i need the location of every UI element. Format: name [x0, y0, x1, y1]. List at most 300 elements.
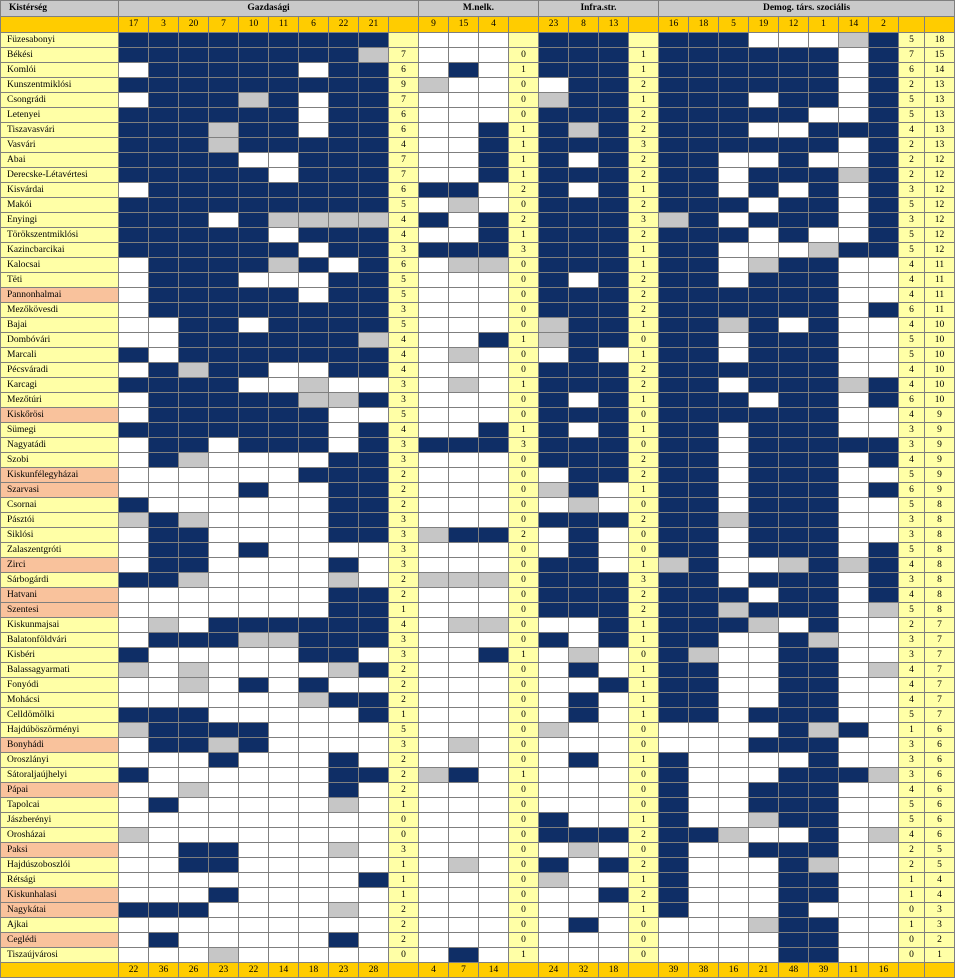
matrix-cell-mnelk: [419, 168, 449, 183]
matrix-cell-demog: [719, 813, 749, 828]
matrix-cell-infra: [599, 108, 629, 123]
matrix-cell-demog: [659, 573, 689, 588]
matrix-cell-gazd: [269, 123, 299, 138]
column-total-row-gap: [389, 963, 419, 978]
matrix-cell-infra: [539, 378, 569, 393]
matrix-cell-gazd: [299, 423, 329, 438]
matrix-cell-gazd: [329, 303, 359, 318]
row-total-demog: 4: [899, 408, 925, 423]
group-count-gazd: 0: [389, 813, 419, 828]
matrix-cell-infra: [539, 648, 569, 663]
matrix-cell-gazd: [149, 78, 179, 93]
group-count-infra: 0: [629, 948, 659, 963]
matrix-cell-gazd: [299, 168, 329, 183]
table-row: [1, 108, 955, 123]
matrix-cell-demog: [869, 738, 899, 753]
matrix-cell-gazd: [239, 558, 269, 573]
matrix-cell-gazd: [239, 378, 269, 393]
group-count-gazd: 7: [389, 168, 419, 183]
matrix-cell-gazd: [299, 408, 329, 423]
matrix-cell-gazd: [299, 798, 329, 813]
group-count-mnelk: 0: [509, 633, 539, 648]
row-total-all: 3: [925, 903, 955, 918]
matrix-cell-gazd: [269, 558, 299, 573]
matrix-cell-infra: [569, 603, 599, 618]
matrix-cell-mnelk: [479, 303, 509, 318]
matrix-cell-gazd: [239, 63, 269, 78]
matrix-cell-infra: [599, 663, 629, 678]
matrix-cell-infra: [569, 273, 599, 288]
matrix-cell-gazd: [329, 423, 359, 438]
matrix-cell-demog: [749, 213, 779, 228]
matrix-cell-demog: [839, 498, 869, 513]
matrix-cell-infra: [569, 243, 599, 258]
row-total-demog: 0: [899, 933, 925, 948]
matrix-cell-mnelk: [449, 483, 479, 498]
group-count-gazd: 5: [389, 318, 419, 333]
table-row: [1, 783, 955, 798]
matrix-cell-mnelk: [449, 933, 479, 948]
row-total-all: 9: [925, 483, 955, 498]
matrix-cell-gazd: [179, 108, 209, 123]
matrix-cell-demog: [719, 903, 749, 918]
matrix-cell-demog: [659, 738, 689, 753]
matrix-cell-mnelk: [449, 153, 479, 168]
matrix-cell-demog: [779, 903, 809, 918]
row-total-demog: 7: [899, 48, 925, 63]
row-total-all: 10: [925, 378, 955, 393]
matrix-cell-demog: [659, 453, 689, 468]
matrix-cell-mnelk: [479, 333, 509, 348]
matrix-cell-infra: [539, 723, 569, 738]
matrix-cell-infra: [599, 768, 629, 783]
table-row: [1, 123, 955, 138]
group-count-gazd: 0: [389, 948, 419, 963]
matrix-cell-gazd: [299, 648, 329, 663]
matrix-cell-demog: [779, 648, 809, 663]
kisterseg-name: Sárbogárdi: [1, 573, 119, 588]
matrix-cell-demog: [749, 723, 779, 738]
table-row: [1, 738, 955, 753]
matrix-cell-demog: [809, 423, 839, 438]
matrix-cell-demog: [839, 768, 869, 783]
matrix-cell-demog: [719, 543, 749, 558]
group-count-infra: 0: [629, 783, 659, 798]
matrix-cell-gazd: [179, 423, 209, 438]
matrix-cell-demog: [869, 378, 899, 393]
row-total-demog: 4: [899, 558, 925, 573]
matrix-cell-gazd: [119, 843, 149, 858]
row-total-demog: 2: [899, 618, 925, 633]
row-total-all: 11: [925, 273, 955, 288]
matrix-cell-gazd: [179, 813, 209, 828]
matrix-cell-demog: [839, 453, 869, 468]
kisterseg-name: Kunszentmiklósi: [1, 78, 119, 93]
matrix-cell-gazd: [299, 948, 329, 963]
group-header-row: [1, 1, 955, 17]
matrix-cell-gazd: [119, 288, 149, 303]
matrix-cell-mnelk: [449, 423, 479, 438]
matrix-cell-gazd: [269, 783, 299, 798]
matrix-cell-gazd: [239, 783, 269, 798]
matrix-cell-mnelk: [419, 348, 449, 363]
matrix-cell-gazd: [149, 603, 179, 618]
matrix-cell-infra: [599, 318, 629, 333]
matrix-cell-infra: [569, 213, 599, 228]
matrix-cell-demog: [779, 723, 809, 738]
matrix-cell-gazd: [329, 78, 359, 93]
group-count-mnelk: 0: [509, 468, 539, 483]
row-total-demog: 4: [899, 258, 925, 273]
matrix-cell-infra: [569, 828, 599, 843]
matrix-cell-infra: [569, 48, 599, 63]
group-count-gazd: 6: [389, 108, 419, 123]
matrix-cell-gazd: [299, 63, 329, 78]
group-count-gazd: 1: [389, 798, 419, 813]
group-count-infra: 1: [629, 63, 659, 78]
matrix-cell-demog: [839, 723, 869, 738]
matrix-cell-demog: [869, 273, 899, 288]
matrix-cell-gazd: [149, 708, 179, 723]
matrix-cell-gazd: [329, 618, 359, 633]
matrix-cell-demog: [869, 438, 899, 453]
group-count-infra: 2: [629, 453, 659, 468]
matrix-cell-demog: [719, 423, 749, 438]
group-count-gazd: 1: [389, 603, 419, 618]
matrix-cell-demog: [809, 273, 839, 288]
kisterseg-name: Siklósi: [1, 528, 119, 543]
matrix-cell-mnelk: [479, 393, 509, 408]
matrix-cell-gazd: [239, 903, 269, 918]
group-count-mnelk: 1: [509, 768, 539, 783]
matrix-cell-gazd: [119, 273, 149, 288]
group-count-mnelk: 0: [509, 363, 539, 378]
table-row: [1, 933, 955, 948]
group-count-gazd: 6: [389, 258, 419, 273]
matrix-cell-gazd: [119, 108, 149, 123]
matrix-cell-infra: [599, 723, 629, 738]
matrix-cell-infra: [539, 678, 569, 693]
matrix-cell-infra: [539, 798, 569, 813]
matrix-cell-mnelk: [449, 678, 479, 693]
matrix-cell-infra: [539, 138, 569, 153]
group-count-gazd: 4: [389, 348, 419, 363]
matrix-cell-gazd: [239, 528, 269, 543]
matrix-cell-gazd: [149, 183, 179, 198]
matrix-cell-mnelk: [479, 453, 509, 468]
matrix-cell-gazd: [359, 273, 389, 288]
group-count-infra: 2: [629, 378, 659, 393]
matrix-cell-demog: [779, 33, 809, 48]
matrix-cell-demog: [839, 123, 869, 138]
matrix-cell-demog: [719, 258, 749, 273]
matrix-cell-demog: [689, 753, 719, 768]
matrix-cell-demog: [659, 558, 689, 573]
matrix-cell-demog: [659, 378, 689, 393]
column-number-demog: 19: [749, 17, 779, 33]
matrix-cell-infra: [599, 258, 629, 273]
matrix-cell-gazd: [179, 483, 209, 498]
matrix-cell-gazd: [149, 213, 179, 228]
matrix-cell-demog: [749, 633, 779, 648]
matrix-cell-demog: [869, 873, 899, 888]
matrix-cell-demog: [839, 603, 869, 618]
matrix-cell-demog: [659, 693, 689, 708]
matrix-cell-demog: [689, 708, 719, 723]
matrix-cell-gazd: [269, 288, 299, 303]
group-count-gazd: 5: [389, 198, 419, 213]
column-total-infra: 32: [569, 963, 599, 978]
matrix-cell-demog: [779, 483, 809, 498]
matrix-cell-demog: [719, 333, 749, 348]
matrix-cell-demog: [689, 393, 719, 408]
column-number-row-gap: [629, 17, 659, 33]
matrix-cell-infra: [539, 408, 569, 423]
table-row: [1, 348, 955, 363]
matrix-cell-infra: [569, 348, 599, 363]
group-count-infra: 1: [629, 903, 659, 918]
matrix-cell-demog: [809, 288, 839, 303]
table-row: [1, 693, 955, 708]
matrix-cell-demog: [659, 858, 689, 873]
matrix-cell-gazd: [269, 453, 299, 468]
group-count-gazd: 2: [389, 918, 419, 933]
matrix-cell-mnelk: [449, 693, 479, 708]
matrix-cell-gazd: [269, 663, 299, 678]
column-total-infra: 24: [539, 963, 569, 978]
matrix-cell-demog: [749, 273, 779, 288]
matrix-cell-demog: [839, 903, 869, 918]
matrix-cell-demog: [659, 618, 689, 633]
matrix-cell-demog: [689, 198, 719, 213]
matrix-cell-gazd: [329, 63, 359, 78]
matrix-cell-gazd: [149, 168, 179, 183]
table-row: [1, 633, 955, 648]
matrix-cell-demog: [809, 138, 839, 153]
matrix-cell-demog: [689, 918, 719, 933]
matrix-cell-gazd: [299, 33, 329, 48]
matrix-cell-demog: [719, 153, 749, 168]
matrix-cell-demog: [689, 423, 719, 438]
matrix-cell-demog: [719, 378, 749, 393]
matrix-cell-demog: [779, 918, 809, 933]
group-count-mnelk: 1: [509, 138, 539, 153]
matrix-cell-gazd: [299, 48, 329, 63]
matrix-cell-gazd: [149, 258, 179, 273]
matrix-cell-demog: [779, 498, 809, 513]
matrix-cell-gazd: [299, 588, 329, 603]
matrix-cell-demog: [809, 228, 839, 243]
kisterseg-name: Pápai: [1, 783, 119, 798]
matrix-cell-mnelk: [419, 123, 449, 138]
matrix-cell-infra: [539, 153, 569, 168]
matrix-cell-infra: [599, 78, 629, 93]
matrix-cell-gazd: [149, 543, 179, 558]
matrix-cell-gazd: [269, 498, 299, 513]
matrix-cell-infra: [599, 438, 629, 453]
column-total-mnelk: 4: [419, 963, 449, 978]
matrix-cell-demog: [869, 648, 899, 663]
row-total-demog: 5: [899, 348, 925, 363]
matrix-cell-demog: [779, 213, 809, 228]
column-total-demog: 11: [839, 963, 869, 978]
matrix-cell-demog: [659, 888, 689, 903]
row-total-all: 10: [925, 393, 955, 408]
matrix-cell-infra: [539, 393, 569, 408]
matrix-cell-demog: [839, 288, 869, 303]
matrix-cell-demog: [809, 753, 839, 768]
matrix-cell-mnelk: [419, 573, 449, 588]
matrix-cell-gazd: [119, 573, 149, 588]
matrix-cell-mnelk: [419, 798, 449, 813]
matrix-cell-mnelk: [419, 648, 449, 663]
matrix-cell-gazd: [179, 198, 209, 213]
table-row: [1, 318, 955, 333]
matrix-cell-gazd: [119, 663, 149, 678]
matrix-cell-demog: [659, 933, 689, 948]
matrix-cell-gazd: [269, 618, 299, 633]
matrix-cell-gazd: [119, 858, 149, 873]
group-count-gazd: 5: [389, 408, 419, 423]
matrix-cell-gazd: [329, 318, 359, 333]
matrix-cell-demog: [719, 513, 749, 528]
group-count-infra: 0: [629, 648, 659, 663]
row-total-all: 9: [925, 453, 955, 468]
matrix-cell-gazd: [359, 723, 389, 738]
matrix-cell-infra: [599, 378, 629, 393]
matrix-cell-infra: [599, 648, 629, 663]
matrix-cell-demog: [689, 363, 719, 378]
matrix-cell-gazd: [299, 783, 329, 798]
group-count-mnelk: 0: [509, 678, 539, 693]
matrix-cell-infra: [539, 213, 569, 228]
matrix-cell-demog: [749, 183, 779, 198]
matrix-cell-demog: [749, 858, 779, 873]
table-row: [1, 33, 955, 48]
matrix-cell-gazd: [329, 153, 359, 168]
matrix-cell-gazd: [299, 78, 329, 93]
matrix-cell-demog: [869, 213, 899, 228]
row-total-all: 7: [925, 678, 955, 693]
matrix-cell-mnelk: [449, 108, 479, 123]
matrix-cell-demog: [809, 603, 839, 618]
group-count-gazd: 1: [389, 888, 419, 903]
matrix-cell-demog: [809, 168, 839, 183]
group-count-infra: 0: [629, 723, 659, 738]
matrix-cell-demog: [749, 843, 779, 858]
matrix-cell-mnelk: [479, 483, 509, 498]
column-number-row-blank: [899, 17, 925, 33]
matrix-cell-demog: [689, 348, 719, 363]
matrix-cell-mnelk: [479, 918, 509, 933]
matrix-cell-mnelk: [479, 63, 509, 78]
matrix-cell-demog: [749, 903, 779, 918]
row-total-all: 6: [925, 768, 955, 783]
matrix-cell-infra: [599, 288, 629, 303]
matrix-cell-mnelk: [419, 843, 449, 858]
matrix-cell-gazd: [179, 453, 209, 468]
matrix-cell-gazd: [299, 573, 329, 588]
matrix-cell-demog: [839, 303, 869, 318]
matrix-cell-gazd: [209, 168, 239, 183]
matrix-cell-mnelk: [419, 453, 449, 468]
matrix-cell-infra: [539, 258, 569, 273]
matrix-cell-gazd: [329, 873, 359, 888]
group-count-mnelk: 0: [509, 798, 539, 813]
matrix-cell-gazd: [359, 213, 389, 228]
matrix-cell-mnelk: [449, 213, 479, 228]
group-count-mnelk: 1: [509, 123, 539, 138]
matrix-cell-demog: [869, 63, 899, 78]
matrix-cell-infra: [599, 423, 629, 438]
matrix-cell-gazd: [179, 228, 209, 243]
matrix-cell-gazd: [119, 318, 149, 333]
kisterseg-name: Pannonhalmai: [1, 288, 119, 303]
matrix-cell-demog: [659, 828, 689, 843]
matrix-cell-mnelk: [449, 843, 479, 858]
matrix-cell-demog: [839, 243, 869, 258]
table-row: [1, 708, 955, 723]
matrix-cell-demog: [749, 483, 779, 498]
group-count-mnelk: 0: [509, 408, 539, 423]
table-row: [1, 183, 955, 198]
matrix-cell-gazd: [299, 693, 329, 708]
matrix-cell-demog: [719, 933, 749, 948]
matrix-cell-infra: [539, 903, 569, 918]
matrix-cell-gazd: [299, 258, 329, 273]
matrix-cell-gazd: [299, 633, 329, 648]
matrix-cell-gazd: [299, 333, 329, 348]
matrix-cell-gazd: [119, 408, 149, 423]
matrix-cell-demog: [749, 678, 779, 693]
matrix-cell-gazd: [149, 648, 179, 663]
matrix-cell-gazd: [299, 273, 329, 288]
matrix-cell-gazd: [329, 678, 359, 693]
group-count-gazd: 1: [389, 708, 419, 723]
matrix-cell-gazd: [359, 363, 389, 378]
matrix-cell-gazd: [119, 363, 149, 378]
matrix-cell-gazd: [269, 528, 299, 543]
matrix-cell-gazd: [269, 738, 299, 753]
matrix-cell-gazd: [359, 648, 389, 663]
matrix-cell-demog: [779, 708, 809, 723]
matrix-cell-demog: [659, 63, 689, 78]
group-count-infra: 2: [629, 288, 659, 303]
table-row: [1, 903, 955, 918]
matrix-cell-demog: [779, 123, 809, 138]
matrix-cell-gazd: [359, 183, 389, 198]
kisterseg-name: Balassagyarmati: [1, 663, 119, 678]
matrix-cell-demog: [869, 138, 899, 153]
matrix-cell-infra: [539, 303, 569, 318]
matrix-cell-infra: [569, 888, 599, 903]
group-count-infra: 1: [629, 753, 659, 768]
matrix-cell-gazd: [239, 438, 269, 453]
matrix-cell-demog: [779, 108, 809, 123]
column-number-gazd: 3: [149, 17, 179, 33]
row-total-demog: 1: [899, 888, 925, 903]
matrix-cell-gazd: [209, 363, 239, 378]
kisterseg-name: Bonyhádi: [1, 738, 119, 753]
group-count-infra: 2: [629, 858, 659, 873]
matrix-cell-gazd: [209, 933, 239, 948]
matrix-cell-demog: [749, 918, 779, 933]
matrix-cell-demog: [659, 918, 689, 933]
matrix-cell-gazd: [119, 243, 149, 258]
row-total-demog: 4: [899, 318, 925, 333]
table-row: [1, 798, 955, 813]
matrix-cell-demog: [839, 918, 869, 933]
